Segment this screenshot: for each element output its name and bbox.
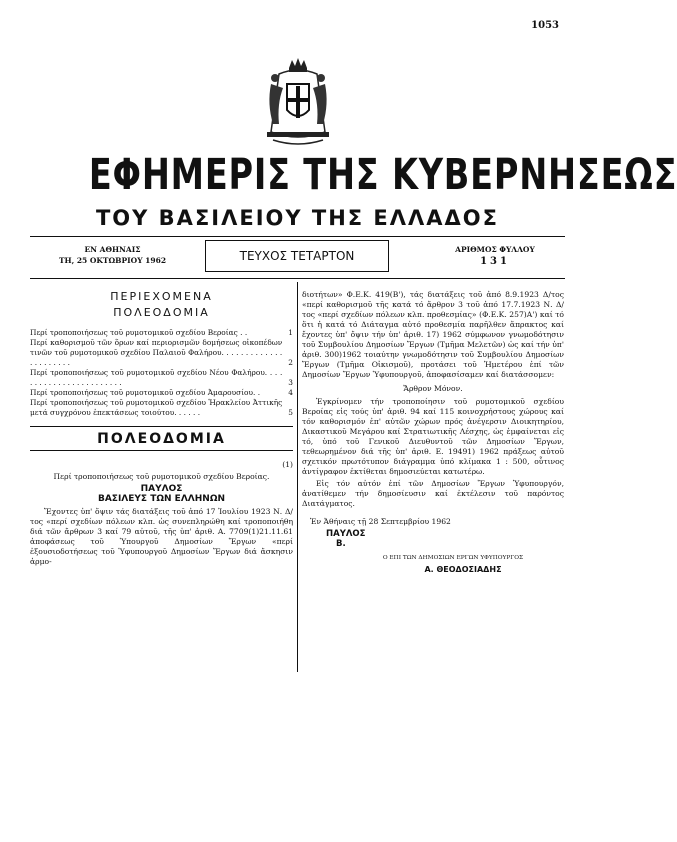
- issue-date: ΤΗ, 25 ΟΚΤΩΒΡΙΟΥ 1962: [58, 256, 167, 265]
- toc-item: Περί τροποποιήσεως τοῦ ρυμοτομικοῦ σχεδίου Ἀμαρουσίου. . 4: [30, 388, 293, 397]
- sheet-label: ΑΡΙΘΜΟΣ ΦΥΛΛΟΥ: [455, 245, 535, 254]
- issue-info-bar: [30, 240, 565, 274]
- toc-item: Περί τροποποιήσεως τοῦ ρυμοτομικοῦ σχεδίου Ἡρακλείου Ἀττικῆς μετά συγχρόνου ἐπεκτάσεως τοιούτου. . . . . . 5: [30, 398, 293, 417]
- toc-item: Περί καθορισμοῦ τῶν ὅρων καί περιορισμῶν δομήσεως οἰκοπέδων τινῶν τοῦ ρυμοτομικοῦ σχεδίου Παλαιοῦ Φαλήρου. . . . . . . . . . . . . . . . . . . . . . 2: [30, 338, 293, 367]
- decree-preamble-left: Ἔχοντες ὑπ' ὄψιν τάς διατάξεις τοῦ ἀπό 17 Ἰουλίου 1923 Ν. Δ/τος «περί σχεδίων πόλεων κλπ. ὡς συνεπληρώθη καί τροποποιήθη διά τῶν ἄρθρων 3 καί 79 αὐτοῦ, τῆς ὑπ' ἀριθ. Α. 7709(1)21.11.61 ἀποφάσεως τοῦ Ὑπουργοῦ Δημοσίων Ἔργων «περί ἐξουσιοδοτήσεως τοῦ Ὑφυπουργοῦ Δημοσίων Ἔργων διά ἄσκησιν ἁρμο-: [30, 507, 293, 566]
- right-column: [302, 290, 564, 575]
- king-title: ΒΑΣΙΛΕΥΣ ΤΩΝ ΕΛΛΗΝΩΝ: [97, 494, 225, 504]
- section-heading: ΠΟΛΕΟΔΟΜΙΑ: [97, 431, 226, 447]
- signer-king: ΠΑΥΛΟΣ: [326, 529, 366, 539]
- royal-coat-of-arms-emblem: [259, 54, 337, 150]
- decree-preamble-right: διοτήτων» Φ.Ε.Κ. 419(Β'), τάς διατάξεις τοῦ ἀπό 8.9.1923 Δ/τος «περί καθορισμοῦ τῆς κατά τό ἄρθρον 3 τοῦ ἀπό 17.7.1923 Ν. Δ/τος «περί σχεδίων πόλεων κλπ. προθεσμίας» (Φ.Ε.Κ. 257)Α') καί τό ὅτι ἡ κατά τό Διάταγμα αὐτό προθεσμία παρῆλθεν ἄπρακτος καί ἔχοντες ὑπ' ὄψιν τήν ὑπ' ἀριθ. 17) 1962 σύμφωνον γνωμοδότησιν τοῦ Συμβουλίου Δημοσίων Ἔργων (Τμῆμα Μελετῶν) ὡς καί τήν ὑπ' ἀριθ. 300)1962 τοιαύτην γνωμοδότησιν τοῦ Συμβουλίου Δημοσίων Ἔργων (Τμῆμα Οἰκισμοῦ), προτάσει τοῦ Ἡμετέρου ἐπί τῶν Δημοσίων Ἔργων Ὑφυπουργοῦ, ἀποφασίσαμεν καί διατάσσομεν:: [302, 290, 564, 379]
- gazette-title: ΕΦΗΜΕΡΙΣ ΤΗΣ ΚΥΒΕΡΝΗΣΕΩΣ: [88, 150, 677, 200]
- issue-place-date: [30, 244, 195, 266]
- contents-subheading: ΠΟΛΕΟΔΟΜΙΑ: [113, 306, 210, 319]
- toc-item: Περί τροποποιήσεως τοῦ ρυμοτομικοῦ σχεδίου Βεροίας . . 1: [30, 328, 293, 337]
- column-divider: [297, 282, 298, 672]
- toc-item: Περί τροποποιήσεως τοῦ ρυμοτομικοῦ σχεδίου Νέου Φαλήρου. . . . . . . . . . . . . . . . . . . . . . . . 3: [30, 368, 293, 387]
- signer-initial: Β.: [336, 539, 346, 549]
- minister-name: Α. ΘΕΟΔΟΣΙΑΔΗΣ: [424, 565, 502, 574]
- decree-title: Περί τροποποιήσεως τοῦ ρυμοτομικοῦ σχεδίου Βεροίας.: [53, 472, 270, 481]
- minister-title: Ο ΕΠΙ ΤΩΝ ΔΗΜΟΣΙΩΝ ΕΡΓΩΝ ΥΦΥΠΟΥΡΓΟΣ: [382, 555, 524, 561]
- decree-date-line: Ἐν Ἀθήναις τῇ 28 Σεπτεμβρίου 1962: [310, 517, 451, 526]
- execution-clause: Εἰς τόν αὐτόν ἐπί τῶν Δημοσίων Ἔργων Ὑφυπουργόν, ἀνατίθεμεν τήν δημοσίευσιν καί ἐκτέλεσιν τοῦ παρόντος Διατάγματος.: [302, 479, 564, 508]
- masthead-divider: [30, 236, 565, 237]
- king-name: ΠΑΥΛΟΣ: [140, 484, 183, 494]
- article-heading: Ἄρθρον Μόνον.: [403, 384, 463, 393]
- sheet-number: 131: [480, 256, 510, 267]
- gazette-subtitle: ΤΟΥ ΒΑΣΙΛΕΙΟΥ ΤΗΣ ΕΛΛΑΔΟΣ: [95, 206, 499, 230]
- issue-volume: ΤΕΥΧΟΣ ΤΕΤΑΡΤΟΝ: [205, 240, 389, 272]
- section-divider-bottom: [30, 450, 293, 451]
- contents-heading: ΠΕΡΙΕΧΟΜΕΝΑ: [110, 290, 213, 303]
- section-divider-top: [30, 426, 293, 427]
- issue-divider: [30, 278, 565, 279]
- left-column: [30, 292, 293, 567]
- decree-number: (1): [282, 460, 293, 469]
- page-number: 1053: [531, 20, 559, 31]
- issue-sheet: [425, 244, 565, 267]
- issue-place: ΕΝ ΑΘΗΝΑΙΣ: [84, 245, 141, 254]
- article-body: Ἐγκρίνομεν τήν τροποποίησιν τοῦ ρυμοτομικοῦ σχεδίου Βεροίας εἰς τούς ὑπ' ἀριθ. 94 καί 115 κοινοχρήστους χώρους καί τόν καθορισμόν ἐπ' αὐτῶν χώρων πρός ἀνέγερσιν Διοικητηρίου, Δικαστικοῦ Μεγάρου καί Στρατιωτικῆς Λέσχης, ὡς ἐμφαίνεται εἰς τό, ὑπό τοῦ Γενικοῦ Διευθυντοῦ τῶν Δημοσίων Ἔργων, τεθεωρημένον διά τῆς ὑπ' ἀριθ. Ε. 19491) 1962 πράξεως αὐτοῦ σχετικόν πρωτότυπον διάγραμμα ὑπό κλίμακα 1 : 500, οὗτινος ἀντίγραφον ἐκτίθεται δημοσιεύεται κατωτέρω.: [302, 397, 564, 476]
